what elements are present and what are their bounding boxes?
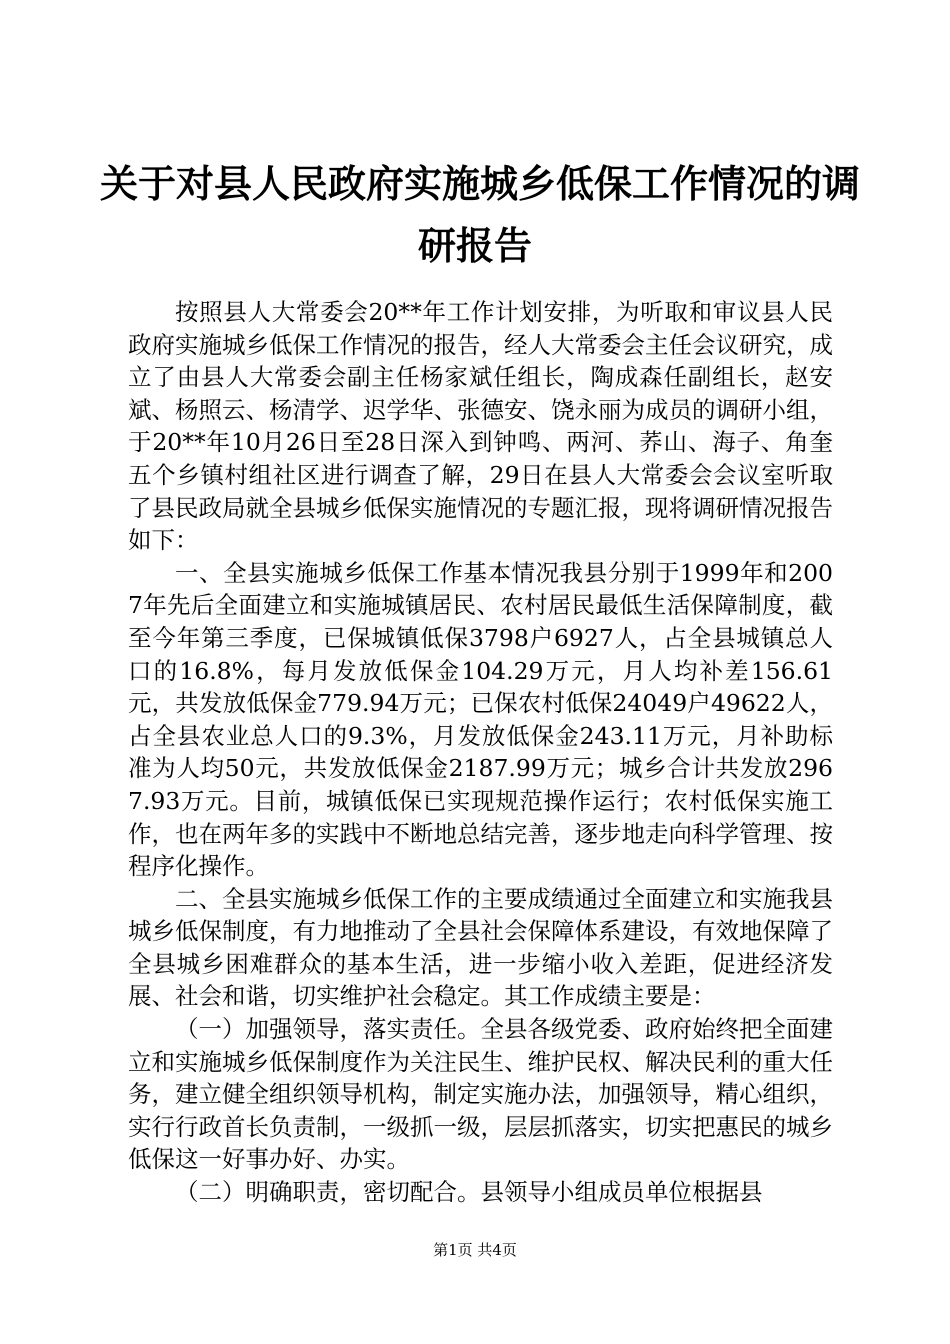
paragraph-section-2: 二、全县实施城乡低保工作的主要成绩通过全面建立和实施我县城乡低保制度，有力地推动了全县社会保障体系建设，有效地保障了全县城乡困难群众的基本生活，进一步缩小收入差距，促进经济发展、社会和谐，切实维护社会稳定。其工作成绩主要是： xyxy=(128,884,833,1011)
paragraph-subsection-1: （一）加强领导，落实责任。全县各级党委、政府始终把全面建立和实施城乡低保制度作为关注民生、维护民权、解决民利的重大任务，建立健全组织领导机构，制定实施办法，加强领导，精心组织，实行行政首长负责制，一级抓一级，层层抓落实，切实把惠民的城乡低保这一好事办好、办实。 xyxy=(128,1015,833,1174)
document-title-line-1: 关于对县人民政府实施城乡低保工作情况的调 xyxy=(100,161,861,206)
paragraph-subsection-2: （二）明确职责，密切配合。县领导小组成员单位根据县 xyxy=(175,1178,763,1207)
document-title-line-2: 研报告 xyxy=(417,223,532,268)
paragraph-section-1: 一、全县实施城乡低保工作基本情况我县分别于1999年和2007年先后全面建立和实施城镇居民、农村居民最低生活保障制度，截至今年第三季度，已保城镇低保3798户6927人，占全县城镇总人口的16.8%，每月发放低保金104.29万元，月人均补差156.61元，共发放低保金779.94万元；已保农村低保24049户49622人，占全县农业总人口的9.3%，月发放低保金243.11万元，月补助标准为人均50元，共发放低保金2187.99万元；城乡合计共发放2967.93万元。目前，城镇低保已实现规范操作运行；农村低保实施工作，也在两年多的实践中不断地总结完善，逐步地走向科学管理、按程序化操作。 xyxy=(128,558,833,881)
document-body xyxy=(128,296,833,1209)
page-footer: 第1页 共4页 xyxy=(433,1241,517,1259)
paragraph-intro: 按照县人大常委会20**年工作计划安排，为听取和审议县人民政府实施城乡低保工作情况的报告，经人大常委会主任会议研究，成立了由县人大常委会副主任杨家斌任组长，陶成森任副组长，赵安斌、杨照云、杨清学、迟学华、张德安、饶永丽为成员的调研小组，于20**年10月26日至28日深入到钟鸣、两河、荞山、海子、角奎五个乡镇村组社区进行调查了解，29日在县人大常委会会议室听取了县民政局就全县城乡低保实施情况的专题汇报，现将调研情况报告如下： xyxy=(128,298,833,555)
